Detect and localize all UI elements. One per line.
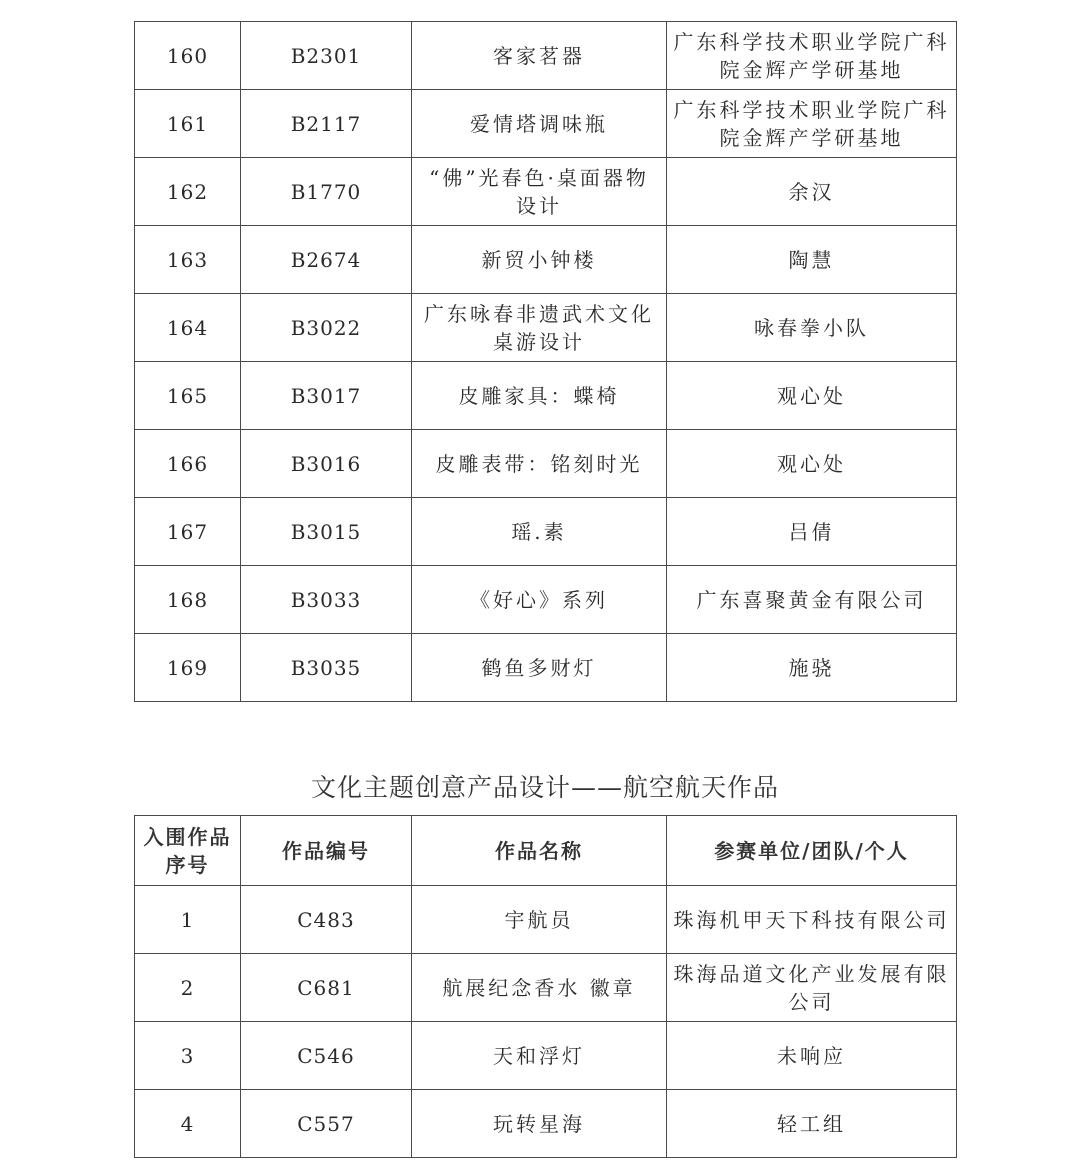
seq-cell: 163 xyxy=(135,226,241,294)
table-row xyxy=(135,566,957,634)
code-cell: B3033 xyxy=(241,566,412,634)
table-row xyxy=(135,498,957,566)
work-name-cell: 广东咏春非遗武术文化桌游设计 xyxy=(412,294,667,362)
seq-cell: 164 xyxy=(135,294,241,362)
work-name-cell: 新贸小钟楼 xyxy=(412,226,667,294)
seq-cell: 2 xyxy=(135,954,241,1022)
entrant-cell: 观心处 xyxy=(667,362,957,430)
entrant-cell: 广东科学技术职业学院广科院金辉产学研基地 xyxy=(667,90,957,158)
entrant-cell: 广东喜聚黄金有限公司 xyxy=(667,566,957,634)
code-cell: B3017 xyxy=(241,362,412,430)
entrant-cell: 施骁 xyxy=(667,634,957,702)
table-row xyxy=(135,294,957,362)
work-name-cell: 客家茗器 xyxy=(412,22,667,90)
entrant-cell: 观心处 xyxy=(667,430,957,498)
seq-cell: 1 xyxy=(135,886,241,954)
code-cell: B3035 xyxy=(241,634,412,702)
seq-cell: 4 xyxy=(135,1090,241,1158)
entrant-cell: 余汉 xyxy=(667,158,957,226)
header-entrant: 参赛单位/团队/个人 xyxy=(667,816,957,886)
code-cell: B3015 xyxy=(241,498,412,566)
seq-cell: 167 xyxy=(135,498,241,566)
seq-cell: 169 xyxy=(135,634,241,702)
header-seq: 入围作品序号 xyxy=(135,816,241,886)
work-name-cell: 皮雕家具：蝶椅 xyxy=(412,362,667,430)
header-name: 作品名称 xyxy=(412,816,667,886)
code-cell: B2301 xyxy=(241,22,412,90)
table-row xyxy=(135,90,957,158)
work-name-cell: 爱情塔调味瓶 xyxy=(412,90,667,158)
table-row xyxy=(135,634,957,702)
entrant-cell: 珠海机甲天下科技有限公司 xyxy=(667,886,957,954)
work-name-cell: 玩转星海 xyxy=(412,1090,667,1158)
seq-cell: 166 xyxy=(135,430,241,498)
seq-cell: 165 xyxy=(135,362,241,430)
work-name-cell: 瑶.素 xyxy=(412,498,667,566)
work-name-cell: 鹤鱼多财灯 xyxy=(412,634,667,702)
code-cell: B3016 xyxy=(241,430,412,498)
work-name-cell: 航展纪念香水 徽章 xyxy=(412,954,667,1022)
header-code: 作品编号 xyxy=(241,816,412,886)
work-name-cell: 天和浮灯 xyxy=(412,1022,667,1090)
entrant-cell: 轻工组 xyxy=(667,1090,957,1158)
work-name-cell: 皮雕表带：铭刻时光 xyxy=(412,430,667,498)
table-row xyxy=(135,1022,957,1090)
code-cell: C546 xyxy=(241,1022,412,1090)
entrant-cell: 珠海品道文化产业发展有限公司 xyxy=(667,954,957,1022)
work-name-cell: 宇航员 xyxy=(412,886,667,954)
seq-cell: 161 xyxy=(135,90,241,158)
code-cell: B1770 xyxy=(241,158,412,226)
entrant-cell: 广东科学技术职业学院广科院金辉产学研基地 xyxy=(667,22,957,90)
code-cell: C557 xyxy=(241,1090,412,1158)
seq-cell: 160 xyxy=(135,22,241,90)
table-row xyxy=(135,1090,957,1158)
seq-cell: 168 xyxy=(135,566,241,634)
table-header-row xyxy=(135,816,957,886)
table-row xyxy=(135,886,957,954)
entrant-cell: 陶慧 xyxy=(667,226,957,294)
table-row xyxy=(135,362,957,430)
work-name-cell: “佛”光春色·桌面器物设计 xyxy=(412,158,667,226)
seq-cell: 162 xyxy=(135,158,241,226)
finalist-table-aerospace xyxy=(134,815,957,1158)
table-row xyxy=(135,158,957,226)
seq-cell: 3 xyxy=(135,1022,241,1090)
table-row xyxy=(135,430,957,498)
code-cell: B3022 xyxy=(241,294,412,362)
table-row xyxy=(135,226,957,294)
code-cell: C681 xyxy=(241,954,412,1022)
entrant-cell: 吕倩 xyxy=(667,498,957,566)
entrant-cell: 咏春拳小队 xyxy=(667,294,957,362)
section-title: 文化主题创意产品设计——航空航天作品 xyxy=(310,773,779,802)
finalist-table-b xyxy=(134,21,957,702)
table-row xyxy=(135,954,957,1022)
code-cell: B2117 xyxy=(241,90,412,158)
work-name-cell: 《好心》系列 xyxy=(412,566,667,634)
code-cell: B2674 xyxy=(241,226,412,294)
table-row xyxy=(135,22,957,90)
entrant-cell: 未响应 xyxy=(667,1022,957,1090)
code-cell: C483 xyxy=(241,886,412,954)
